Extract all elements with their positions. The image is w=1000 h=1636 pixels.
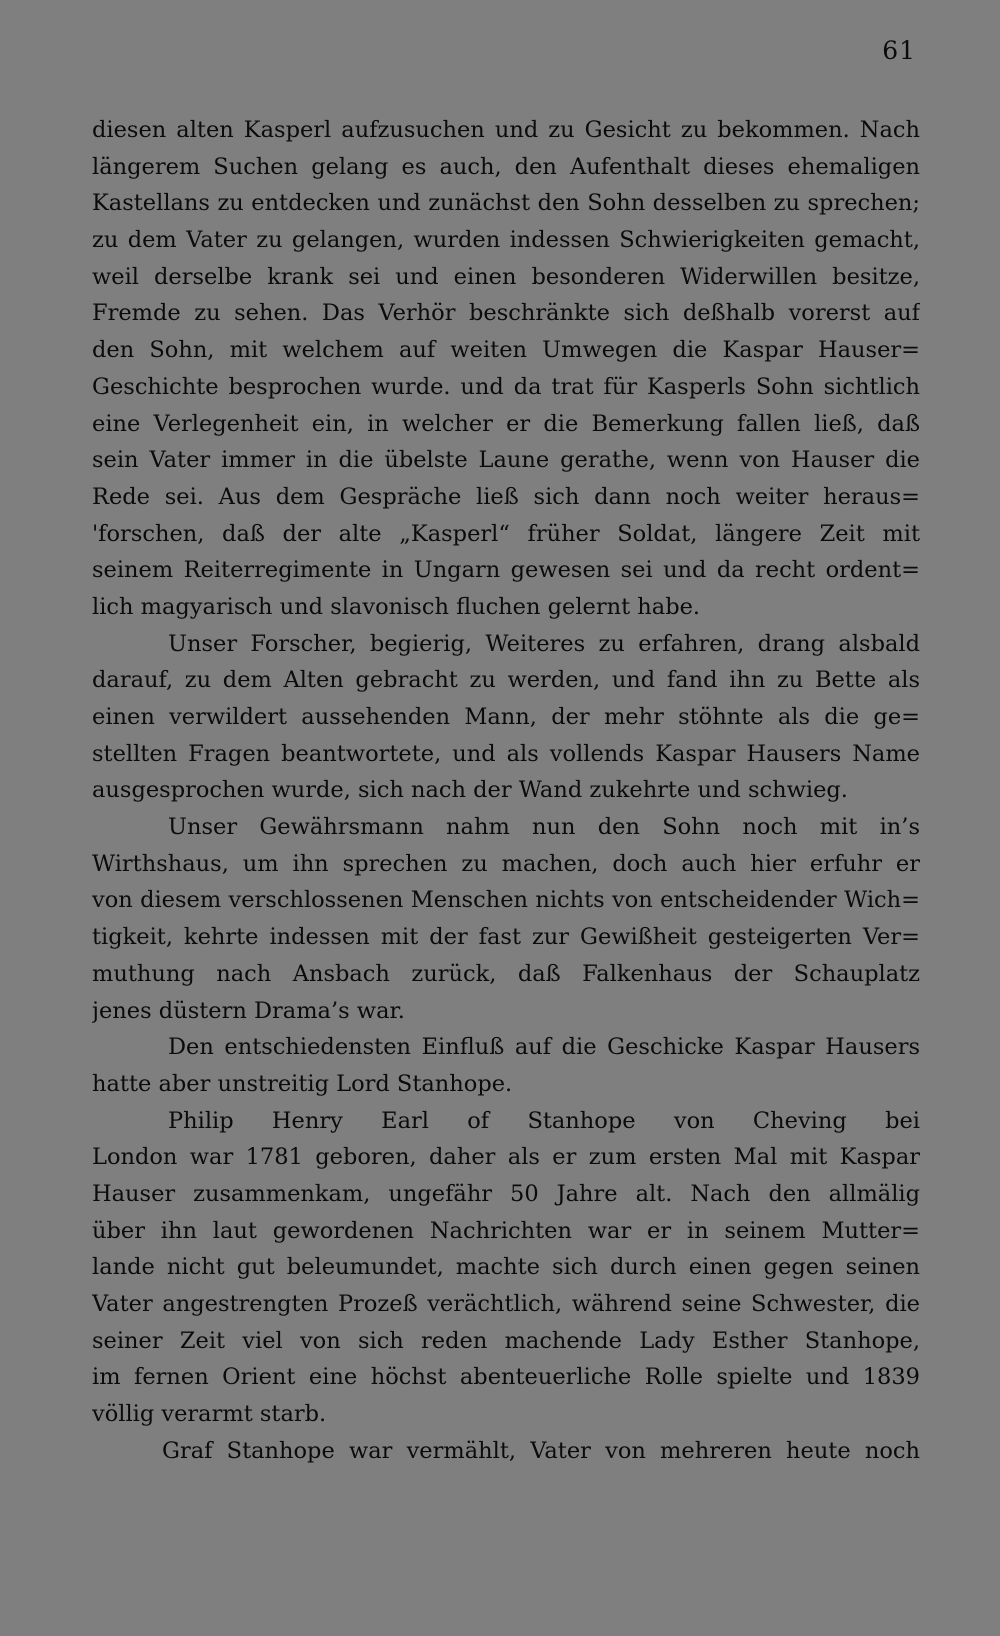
text-line: stellten Fragen beantwortete, und als vollends Kaspar Hausers Name — [92, 740, 920, 767]
page-number: 61 — [882, 36, 916, 65]
text-line: im fernen Orient eine höchst abenteuerliche Rolle spielte und 1839 — [92, 1364, 920, 1391]
text-line: darauf, zu dem Alten gebracht zu werden, und fand ihn zu Bette als — [92, 667, 920, 694]
text-line: Unser Forscher, begierig, Weiteres zu erfahren, drang alsbald — [168, 630, 920, 657]
text-line: eine Verlegenheit ein, in welcher er die Bemerkung fallen ließ, daß — [92, 410, 920, 437]
text-line: lich magyarisch und slavonisch fluchen gelernt habe. — [92, 593, 701, 620]
text-line: Unser Gewährsmann nahm nun den Sohn noch mit in’s — [168, 814, 920, 841]
text-line: ausgesprochen wurde, sich nach der Wand zukehrte und schwieg. — [92, 777, 848, 804]
text-line: diesen alten Kasperl aufzusuchen und zu Gesicht zu bekommen. Nach — [92, 117, 920, 143]
text-line: lande nicht gut beleumundet, machte sich durch einen gegen seinen — [92, 1254, 920, 1281]
text-line: Den entschiedensten Einfluß auf die Geschicke Kaspar Hausers — [168, 1034, 920, 1061]
text-line: über ihn laut gewordenen Nachrichten war er in seinem Mutter= — [92, 1217, 920, 1244]
text-line: Philip Henry Earl of Stanhope von Cheving bei — [168, 1107, 920, 1134]
text-line: sein Vater immer in die übelste Laune gerathe, wenn von Hauser die — [92, 447, 920, 474]
text-line: zu dem Vater zu gelangen, wurden indessen Schwierigkeiten gemacht, — [92, 227, 920, 254]
text-line: seinem Reiterregimente in Ungarn gewesen sei und da recht ordent= — [92, 557, 920, 584]
text-line: einen verwildert aussehenden Mann, der mehr stöhnte als die ge= — [92, 704, 920, 730]
text-line: den Sohn, mit welchem auf weiten Umwegen die Kaspar Hauser= — [92, 337, 920, 364]
text-line: von diesem verschlossenen Menschen nichts von entscheidender Wich= — [92, 887, 920, 914]
text-line: Hauser zusammenkam, ungefähr 50 Jahre alt. Nach den allmälig — [92, 1180, 920, 1207]
text-line: hatte aber unstreitig Lord Stanhope. — [92, 1070, 513, 1097]
body-text — [92, 112, 920, 1469]
text-line: London war 1781 geboren, daher als er zum ersten Mal mit Kaspar — [92, 1144, 920, 1171]
text-line: Graf Stanhope war vermählt, Vater von mehreren heute noch — [162, 1437, 920, 1464]
text-line: Wirthshaus, um ihn sprechen zu machen, doch auch hier erfuhr er — [92, 850, 920, 877]
text-line: seiner Zeit viel von sich reden machende Lady Esther Stanhope, — [92, 1327, 920, 1354]
text-line: längerem Suchen gelang es auch, den Aufenthalt dieses ehemaligen — [92, 153, 920, 180]
text-line: Kastellans zu entdecken und zunächst den Sohn desselben zu sprechen; — [92, 190, 920, 217]
text-line: Fremde zu sehen. Das Verhör beschränkte sich deßhalb vorerst auf — [92, 300, 920, 327]
text-line: Geschichte besprochen wurde. und da trat für Kasperls Sohn sichtlich — [92, 373, 920, 400]
text-line: Vater angestrengten Prozeß verächtlich, während seine Schwester, die — [92, 1291, 920, 1317]
text-line: jenes düstern Drama’s war. — [92, 997, 405, 1024]
text-line: weil derselbe krank sei und einen besonderen Widerwillen besitze, — [92, 263, 920, 290]
text-line: 'forschen, daß der alte „Kasperl“ früher Soldat, längere Zeit mit — [92, 520, 920, 547]
text-line: tigkeit, kehrte indessen mit der fast zur Gewißheit gesteigerten Ver= — [92, 924, 920, 951]
text-line: völlig verarmt starb. — [92, 1401, 327, 1428]
text-line: Rede sei. Aus dem Gespräche ließ sich dann noch weiter heraus= — [92, 483, 920, 510]
text-line: muthung nach Ansbach zurück, daß Falkenhaus der Schauplatz — [92, 960, 920, 987]
